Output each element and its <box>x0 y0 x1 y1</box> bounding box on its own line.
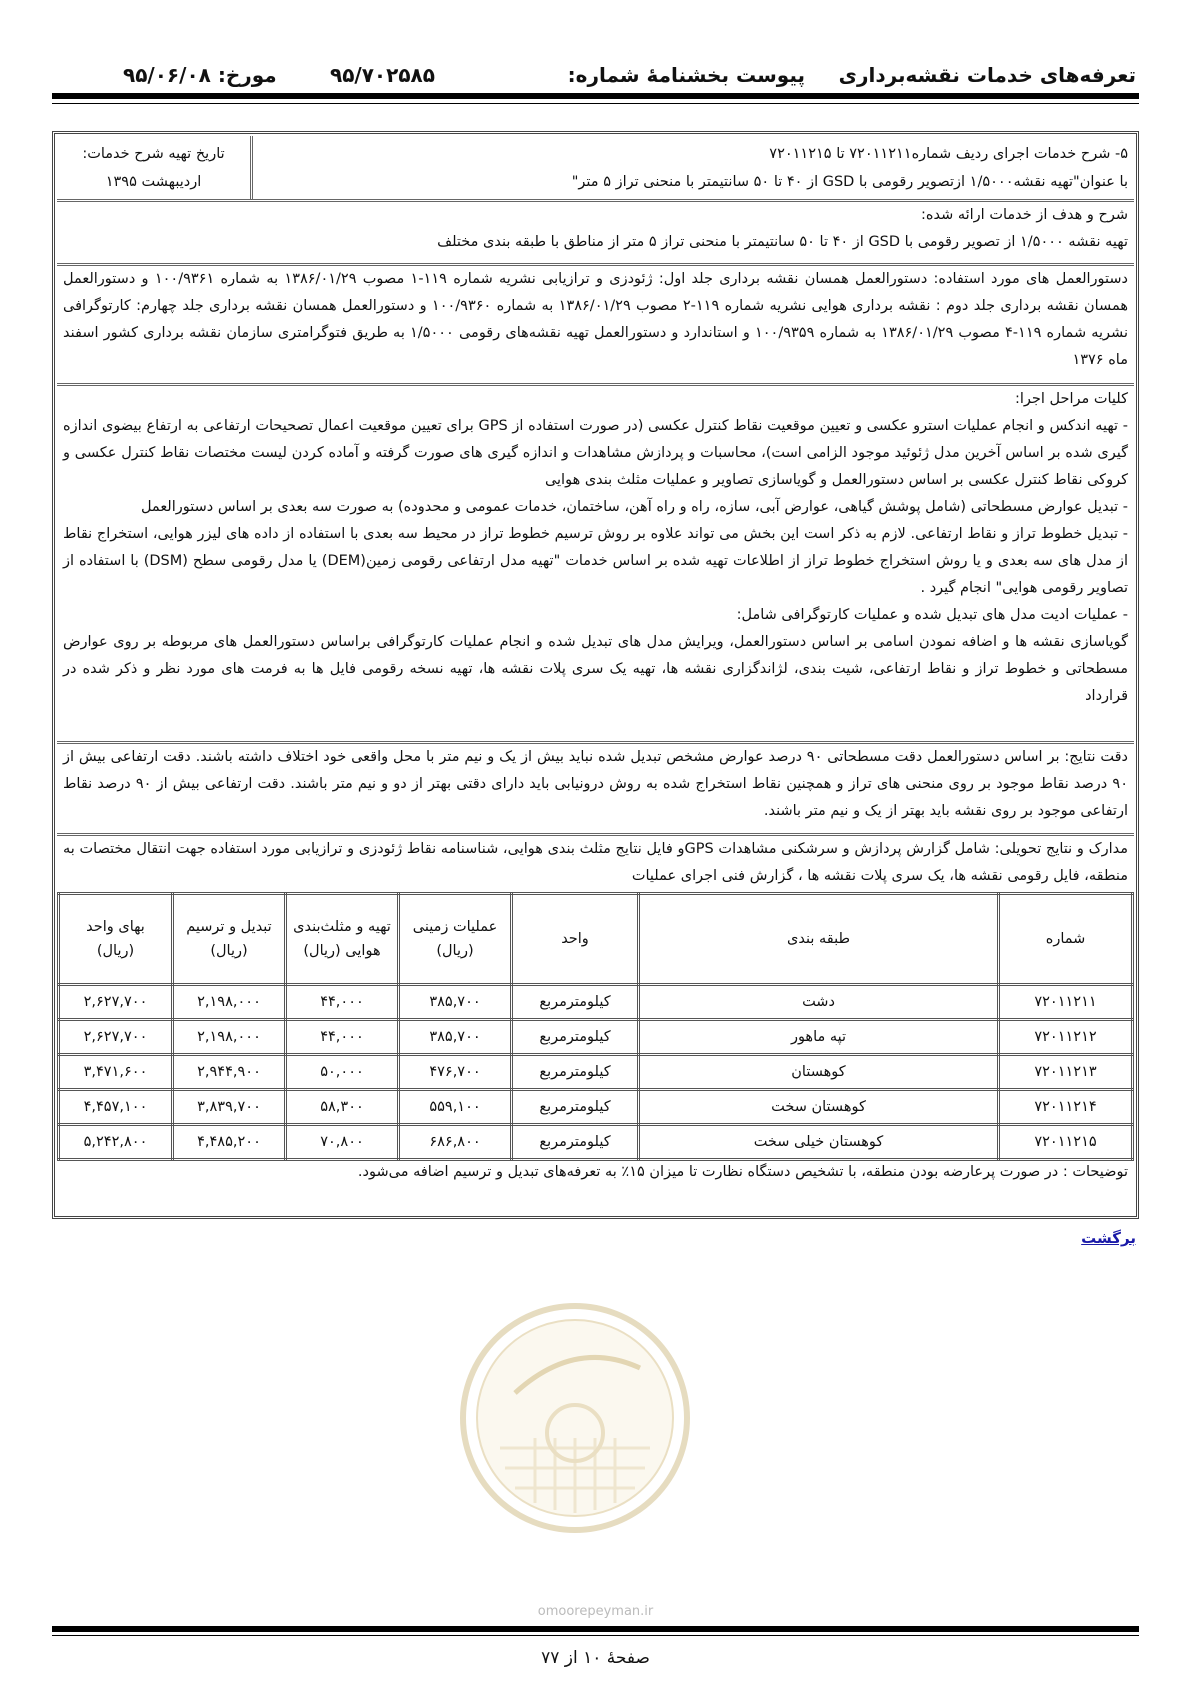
cell-compilation: ۲,۱۹۸,۰۰۰ <box>173 1020 286 1055</box>
cell-unit-price: ۲,۶۲۷,۷۰۰ <box>59 985 173 1020</box>
step-item: - تبدیل خطوط تراز و نقاط ارتفاعی. لازم به ذکر است این بخش می تواند علاوه بر روش ترسیم خطوط تراز در محیط سه بعدی با استفاده از داده های لیزر هوایی، استخراج نقاط از مدل های سه بعدی و یا روش استخراج خطوط تراز از اطلاعات تهیه شده بر اساس خدمات "تهیه مدل ارتفاعی رقومی زمین(DEM) یا مدل رقومی سطح (DSM) با استفاده از تصاویر رقومی هوایی" انجام گیرد . <box>63 526 1128 596</box>
header-rule-thin <box>52 103 1139 104</box>
cell-unit: کیلومترمربع <box>512 1090 639 1125</box>
table-row <box>59 1055 1133 1090</box>
step-item: - عملیات ادیت مدل های تبدیل شده و عملیات کارتوگرافی شامل: <box>736 607 1128 623</box>
cell-number: ۷۲۰۱۱۲۱۲ <box>999 1020 1133 1055</box>
cell-unit-price: ۵,۲۴۲,۸۰۰ <box>59 1125 173 1160</box>
cell-category: کوهستان <box>639 1055 999 1090</box>
table-row <box>59 1020 1133 1055</box>
prep-date-label: تاریخ تهیه شرح خدمات: <box>82 146 225 162</box>
col-header-unit-price: بهای واحد (ریال) <box>59 894 173 985</box>
cell-number: ۷۲۰۱۱۲۱۴ <box>999 1090 1133 1125</box>
cell-category: دشت <box>639 985 999 1020</box>
section-title-row <box>57 136 1134 202</box>
accuracy-row <box>57 744 1134 836</box>
col-header-compilation: تبدیل و ترسیم (ریال) <box>173 894 286 985</box>
document-title: تعرفه‌های خدمات نقشه‌برداری <box>838 63 1136 87</box>
cell-ground-ops: ۳۸۵,۷۰۰ <box>399 1020 512 1055</box>
back-link[interactable]: برگشت <box>1081 1229 1136 1247</box>
service-description-frame <box>52 131 1139 1219</box>
date-value: ۹۵/۰۶/۰۸ <box>123 63 211 87</box>
cell-unit: کیلومترمربع <box>512 1055 639 1090</box>
table-note: توضیحات : در صورت پرعارضه بودن منطقه، با تشخیص دستگاه نظارت تا میزان ۱۵٪ به تعرفه‌های تبدیل و ترسیم اضافه می‌شود. <box>357 1164 1128 1180</box>
steps-heading: کلیات مراحل اجرا: <box>1014 391 1128 407</box>
prep-date-value: اردیبهشت ۱۳۹۵ <box>105 174 202 190</box>
cell-aerial: ۴۴,۰۰۰ <box>286 985 399 1020</box>
circular-date <box>123 63 277 87</box>
cell-unit-price: ۳,۴۷۱,۶۰۰ <box>59 1055 173 1090</box>
steps-row <box>57 386 1134 744</box>
description-text: تهیه نقشه ۱/۵۰۰۰ از تصویر رقومی با GSD از ۴۰ تا ۵۰ سانتیمتر با منحنی تراز ۵ متر از مناطق با طبقه بندی مختلف <box>437 234 1128 250</box>
cell-aerial: ۷۰,۸۰۰ <box>286 1125 399 1160</box>
cell-number: ۷۲۰۱۱۲۱۱ <box>999 985 1133 1020</box>
table-row <box>59 985 1133 1020</box>
cell-aerial: ۴۴,۰۰۰ <box>286 1020 399 1055</box>
table-row <box>59 1125 1133 1160</box>
cell-unit: کیلومترمربع <box>512 1020 639 1055</box>
col-header-aerial: تهیه و مثلث‌بندی هوایی (ریال) <box>286 894 399 985</box>
cell-ground-ops: ۵۵۹,۱۰۰ <box>399 1090 512 1125</box>
cell-category: کوهستان خیلی سخت <box>639 1125 999 1160</box>
step-item: گویاسازی نقشه ها و اضافه نمودن اسامی بر اساس دستورالعمل، ویرایش مدل های تبدیل شده و انجام عملیات کارتوگرافی براساس دستورالعمل های مربوطه بر روی عوارض مسطحاتی و خطوط تراز و نقاط ارتفاعی، شیت بندی، لژاندگزاری نقشه ها، تهیه یک سری پلات نقشه ها، تهیه نسخه رقومی فایل ها به فرمت های مورد نظر و ذکر شده در قرارداد <box>63 634 1128 704</box>
standards-text: دستورالعمل های مورد استفاده: دستورالعمل همسان نقشه برداری جلد اول: ژئودزی و ترازیابی نشریه شماره ۱۱۹-۱ مصوب ۱۳۸۶/۰۱/۲۹ به شماره ۱۰۰/۹۳۶۱ و دستورالعمل همسان نقشه برداری جلد دوم : نقشه برداری هوایی نشریه شماره ۱۱۹-۲ مصوب ۱۳۸۶/۰۱/۲۹ به شماره ۱۰۰/۹۳۶۰ و دستورالعمل همسان نقشه برداری جلد چهارم: کارتوگرافی نشریه شماره ۱۱۹-۴ مصوب ۱۳۸۶/۰۱/۲۹ به شماره ۱۰۰/۹۳۵۹ و استاندارد و دستورالعمل تهیه نقشه‌های رقومی ۱/۵۰۰۰ به طریق فتوگرامتری سازمان نقشه برداری کشور اسفند ماه ۱۳۷۶ <box>63 271 1129 368</box>
table-header-row <box>59 894 1133 985</box>
deliverables-row <box>57 836 1134 892</box>
section-title: ۵- شرح خدمات اجرای ردیف شماره۷۲۰۱۱۲۱۱ تا ۷۲۰۱۱۲۱۵ <box>769 146 1128 162</box>
step-item: - تهیه اندکس و انجام عملیات استرو عکسی و تعیین موقعیت نقاط کنترل عکسی (در صورت استفاده از GPS برای تعیین موقعیت اعمال تصحیحات ارتفاعی به ارتفاع بیضوی اندازه گیری شده بر اساس آخرین مدل ژئوئید موجود الزامی است)، محاسبات و پردازش مشاهدات و اندازه گیری های صورت گرفته و آماده کردن لیست مختصات نقاط کنترل عکسی و کروکی نقاط کنترل عکسی بر اساس دستورالعمل و گویاسازی تصاویر و عملیات مثلث بندی هوایی <box>63 418 1128 488</box>
cell-unit: کیلومترمربع <box>512 1125 639 1160</box>
standards-row <box>57 266 1134 386</box>
cell-unit: کیلومترمربع <box>512 985 639 1020</box>
col-header-unit: واحد <box>512 894 639 985</box>
section-subject: با عنوان"تهیه نقشه۱/۵۰۰۰ ازتصویر رقومی با GSD از ۴۰ تا ۵۰ سانتیمتر با منحنی تراز ۵ متر" <box>571 174 1128 190</box>
cell-compilation: ۳,۸۳۹,۷۰۰ <box>173 1090 286 1125</box>
footer-rule-thin <box>52 1635 1139 1636</box>
table-row <box>59 1090 1133 1125</box>
cell-compilation: ۲,۱۹۸,۰۰۰ <box>173 985 286 1020</box>
cell-number: ۷۲۰۱۱۲۱۵ <box>999 1125 1133 1160</box>
rates-table <box>57 892 1134 1161</box>
cell-aerial: ۵۰,۰۰۰ <box>286 1055 399 1090</box>
step-item: - تبدیل عوارض مسطحاتی (شامل پوشش گیاهی، عوارض آبی، سازه، راه و راه آهن، ساختمان، خدمات عمومی و محدوده) به صورت سه بعدی بر اساس دستورالعمل <box>140 499 1128 515</box>
watermark-stamp-icon <box>455 1298 695 1538</box>
attachment-label: پیوست بخشنامهٔ شماره: <box>567 63 805 87</box>
cell-ground-ops: ۶۸۶,۸۰۰ <box>399 1125 512 1160</box>
cell-number: ۷۲۰۱۱۲۱۳ <box>999 1055 1133 1090</box>
description-heading: شرح و هدف از خدمات ارائه شده: <box>920 207 1128 223</box>
accuracy-text: دقت نتایج: بر اساس دستورالعمل دقت مسطحاتی ۹۰ درصد عوارض مشخص تبدیل شده نباید بیش از یک و نیم متر با محل واقعی خود اختلاف داشته باشند. دقت ارتفاعی بیش از ۹۰ درصد نقاط موجود بر روی منحنی های تراز و همچنین نقاط استخراج شده به روش درونیابی باید دارای دقتی بهتر از دو و نیم متر باشند. دقت ارتفاعی بیش از ۹۰ درصد نقاط ارتفاعی موجود بر روی نقشه باید بهتر از یک و نیم متر باشند. <box>63 749 1128 819</box>
col-header-ground-ops: عملیات زمینی (ریال) <box>399 894 512 985</box>
cell-category: تپه ماهور <box>639 1020 999 1055</box>
cell-ground-ops: ۴۷۶,۷۰۰ <box>399 1055 512 1090</box>
cell-category: کوهستان سخت <box>639 1090 999 1125</box>
watermark-url: omoorepeyman.ir <box>537 1604 654 1619</box>
footer-rule-thick <box>52 1626 1139 1632</box>
cell-unit-price: ۴,۴۵۷,۱۰۰ <box>59 1090 173 1125</box>
cell-ground-ops: ۳۸۵,۷۰۰ <box>399 985 512 1020</box>
cell-aerial: ۵۸,۳۰۰ <box>286 1090 399 1125</box>
col-header-number: شماره <box>999 894 1133 985</box>
page-number: صفحهٔ ۱۰ از ۷۷ <box>541 1648 650 1668</box>
deliverables-text: مدارک و نتایج تحویلی: شامل گزارش پردازش و سرشکنی مشاهدات GPSو فایل نتایج مثلث بندی هوایی، شناسنامه نقاط ژئودزی و ترازیابی مورد استفاده جهت انتقال مختصات به منطقه، فایل رقومی نقشه ها، یک سری پلات نقشه ها ، گزارش فنی اجرای عملیات <box>63 841 1129 884</box>
cell-compilation: ۲,۹۴۴,۹۰۰ <box>173 1055 286 1090</box>
header-rule-thick <box>52 93 1139 99</box>
cell-compilation: ۴,۴۸۵,۲۰۰ <box>173 1125 286 1160</box>
description-row <box>57 202 1134 266</box>
prep-date-cell <box>57 136 250 199</box>
date-label: مورخ: <box>217 63 277 87</box>
page-header <box>55 58 1136 92</box>
circular-number: ۹۵/۷۰۲۵۸۵ <box>330 63 435 87</box>
cell-unit-price: ۲,۶۲۷,۷۰۰ <box>59 1020 173 1055</box>
col-header-category: طبقه بندی <box>639 894 999 985</box>
section-title-cell <box>250 136 1134 199</box>
